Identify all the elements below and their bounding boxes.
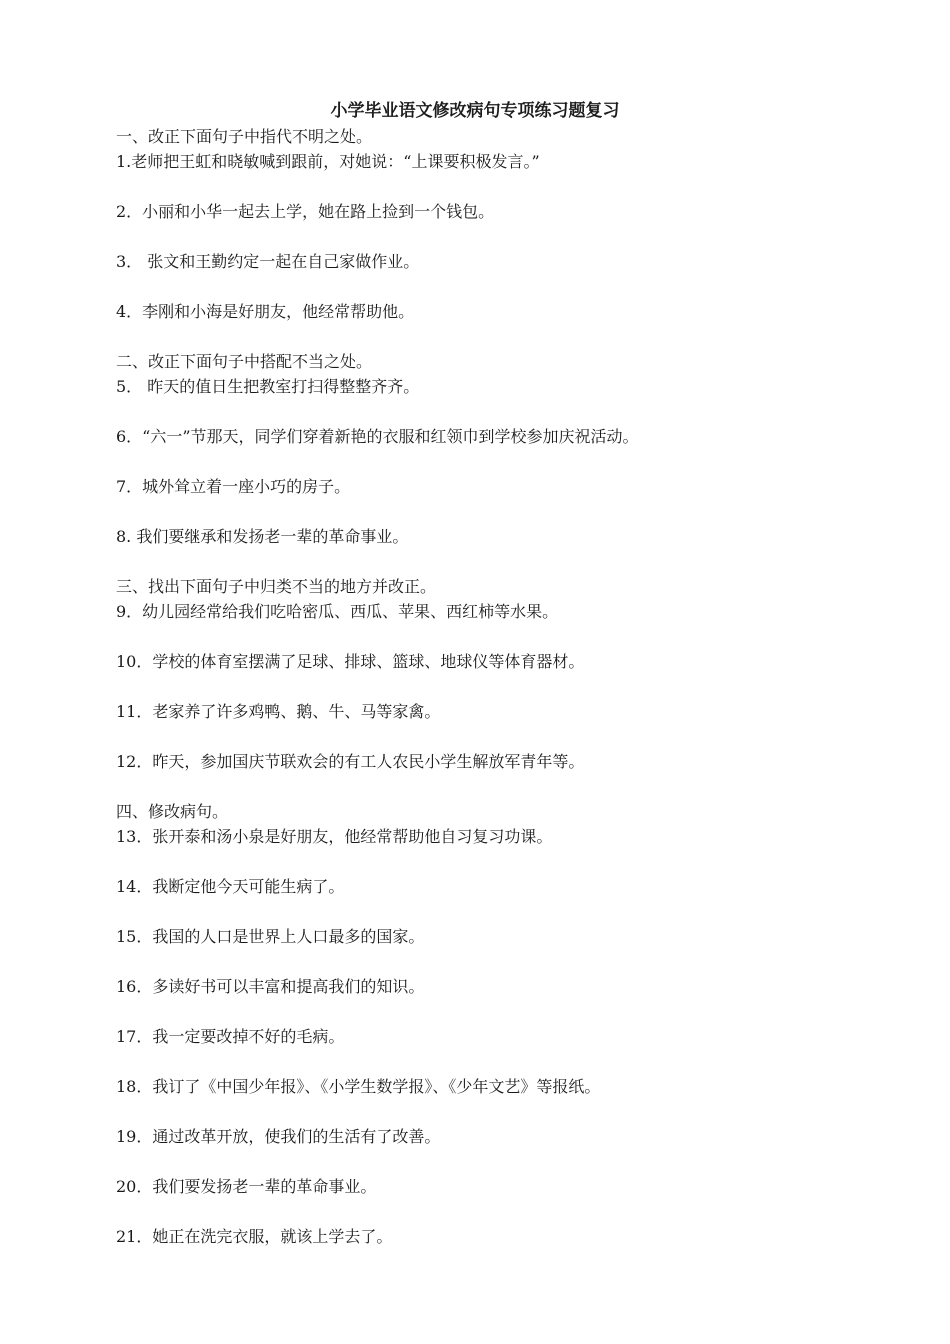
exercise-item: 19．通过改革开放，使我们的生活有了改善。 bbox=[116, 1127, 441, 1146]
exercise-item: 17．我一定要改掉不好的毛病。 bbox=[116, 1027, 345, 1046]
section-heading: 一、改正下面句子中指代不明之处。 bbox=[116, 127, 373, 146]
exercise-item: 6．“六一”节那天，同学们穿着新艳的衣服和红领巾到学校参加庆祝活动。 bbox=[116, 427, 639, 446]
exercise-item: 15．我国的人口是世界上人口最多的国家。 bbox=[116, 927, 425, 946]
exercise-item: 10．学校的体育室摆满了足球、排球、篮球、地球仪等体育器材。 bbox=[116, 652, 585, 671]
exercise-item: 4．李刚和小海是好朋友，他经常帮助他。 bbox=[116, 302, 415, 321]
document-title: 小学毕业语文修改病句专项练习题复习 bbox=[330, 101, 620, 121]
exercise-item: 16．多读好书可以丰富和提高我们的知识。 bbox=[116, 977, 425, 996]
exercise-item: 21．她正在洗完衣服，就该上学去了。 bbox=[116, 1227, 393, 1246]
exercise-item: 1.老师把王虹和晓敏喊到跟前，对她说：“上课要积极发言。” bbox=[116, 152, 540, 171]
exercise-item: 14．我断定他今天可能生病了。 bbox=[116, 877, 345, 896]
exercise-item: 8. 我们要继承和发扬老一辈的革命事业。 bbox=[116, 527, 409, 546]
exercise-item: 11．老家养了许多鸡鸭、鹅、牛、马等家禽。 bbox=[116, 702, 441, 721]
exercise-item: 13．张开泰和汤小泉是好朋友，他经常帮助他自习复习功课。 bbox=[116, 827, 553, 846]
exercise-item: 3． 张文和王勤约定一起在自己家做作业。 bbox=[116, 252, 420, 271]
exercise-content bbox=[116, 124, 916, 1249]
section-heading: 二、改正下面句子中搭配不当之处。 bbox=[116, 352, 373, 371]
exercise-item: 12．昨天，参加国庆节联欢会的有工人农民小学生解放军青年等。 bbox=[116, 752, 585, 771]
section-heading: 三、找出下面句子中归类不当的地方并改正。 bbox=[116, 577, 437, 596]
exercise-item: 7．城外耸立着一座小巧的房子。 bbox=[116, 477, 351, 496]
exercise-item: 5． 昨天的值日生把教室打扫得整整齐齐。 bbox=[116, 377, 420, 396]
exercise-item: 18．我订了《中国少年报》、《小学生数学报》、《少年文艺》等报纸。 bbox=[116, 1077, 601, 1096]
exercise-item: 20．我们要发扬老一辈的革命事业。 bbox=[116, 1177, 377, 1196]
exercise-item: 9．幼儿园经常给我们吃哈密瓜、西瓜、苹果、西红柿等水果。 bbox=[116, 602, 559, 621]
section-heading: 四、修改病句。 bbox=[116, 802, 229, 821]
exercise-item: 2．小丽和小华一起去上学，她在路上捡到一个钱包。 bbox=[116, 202, 495, 221]
